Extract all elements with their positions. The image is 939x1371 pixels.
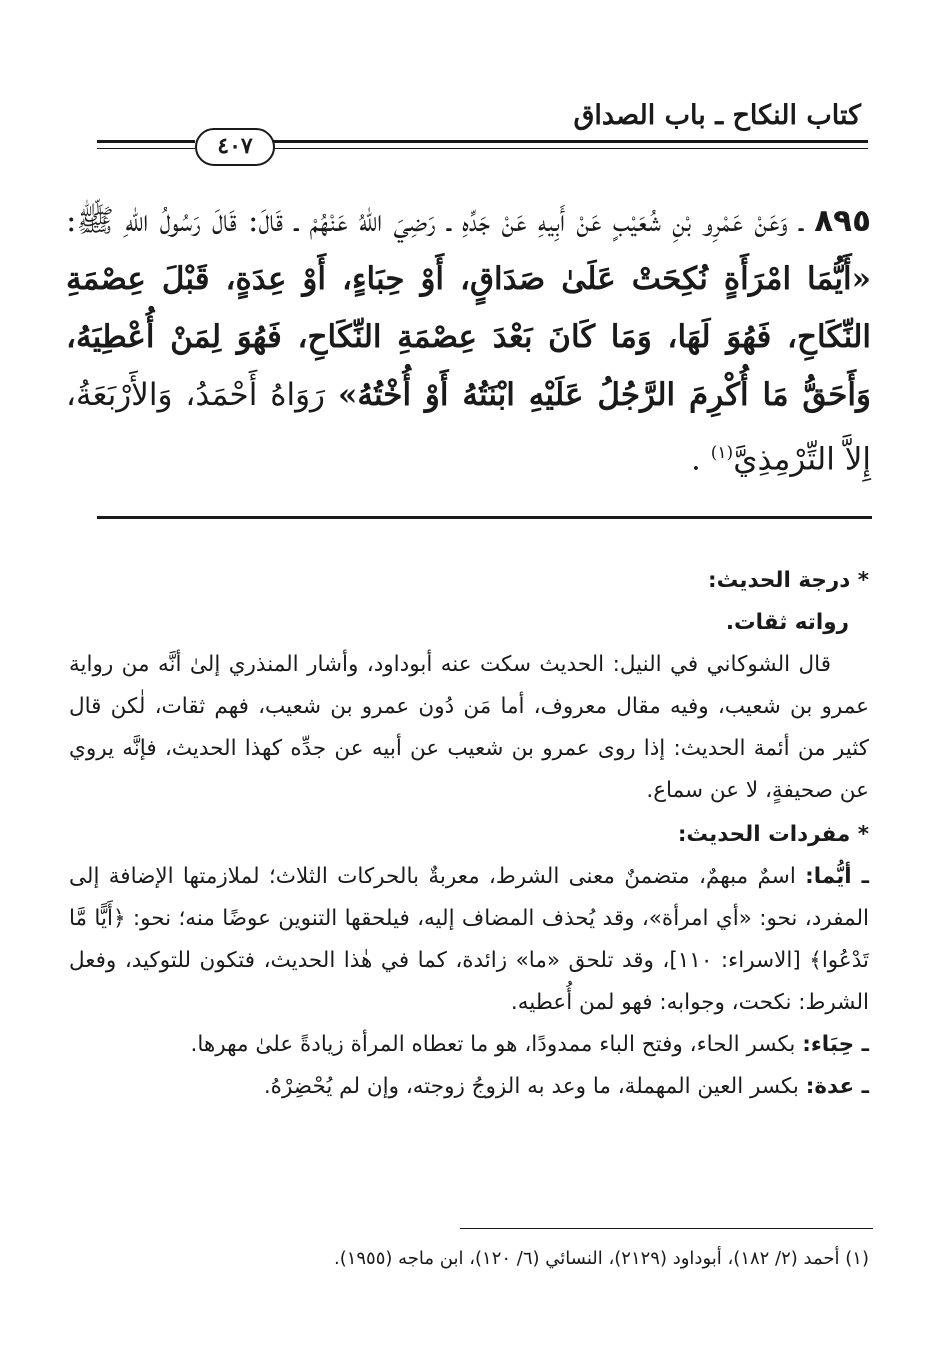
vocabulary-item	[69, 1066, 869, 1108]
vocabulary-definition: اسمٌ مبهمٌ، متضمنٌ معنى الشرط، معربةٌ بالحركات الثلاث؛ لملازمتها الإضافة إلى المفرد، نحو: «أي امرأة»، وقد يُحذف المضاف إليه، فيلحقها التنوين عوضًا منه؛ نحو: ﴿أَيًّا مَّا تَدْعُوا﴾ [الاسراء: ١١٠]، وقد تلحق «ما» زائدة، كما في هٰذا الحديث، فتكون للتوكيد، وفعل الشرط: نكحت، وجوابه: فهو لمن أُعطيه.	[69, 864, 870, 1015]
page-number-badge: ٤٠٧	[195, 128, 275, 166]
hadith-takhrij: رَوَاهُ أَحْمَدُ، وَالأَرْبَعَةُ، إِلاَّ التِّرْمِذِيَّ	[66, 377, 871, 478]
footnote-text: أحمد (٢/ ١٨٢)، أبوداود (٢١٢٩)، النسائي (٦/ ١٢٠)، ابن ماجه (١٩٥٥).	[333, 1248, 840, 1269]
vocabulary-definition: بكسر الحاء، وفتح الباء ممدودًا، هو ما تعطاه المرأة زيادةً علىٰ مهرها.	[190, 1032, 796, 1057]
footnote-rule	[460, 1228, 873, 1229]
header-rule-left-thin	[97, 148, 195, 149]
vocabulary-item	[69, 1024, 869, 1066]
vocabulary-term: ـ حِبَاء:	[802, 1032, 869, 1057]
grade-paragraph: قال الشوكاني في النيل: الحديث سكت عنه أبوداود، وأشار المنذري إلىٰ أنَّه من رواية عمرو بن شعيب، وفيه مقال معروف، أما مَن دُون عمرو بن شعيب، فهم ثقات، لٰكن قال كثير من أئمة الحديث: إذا روى عمرو بن شعيب عن أبيه عن جدِّه كهذا الحديث، فإنَّه يروي عن صحيفةٍ، لا عن سماع.	[69, 652, 869, 803]
hadith-end-mark: .	[691, 441, 701, 478]
vocabulary-definition: بكسر العين المهملة، ما وعد به الزوجُ زوجته، وإن لم يُحْضِرْهُ.	[263, 1074, 799, 1099]
header-rule-right-thin	[271, 148, 868, 149]
hadith-matn: «أَيُّمَا امْرَأَةٍ نُكِحَتْ عَلَىٰ صَدَاقٍ، أَوْ حِبَاءٍ، أَوْ عِدَةٍ، قَبْلَ عِصْمَةِ النِّكَاحِ، فَهُوَ لَهَا، وَمَا كَانَ بَعْدَ عِصْمَةِ النِّكَاحِ، فَهُوَ لِمَنْ أُعْطِيَهُ، وَأَحَقُّ مَا أُكْرِمَ الرَّجُلُ عَلَيْهِ ابْنَتُهُ أَوْ أُخْتُهُ»	[66, 261, 872, 413]
hadith-text	[66, 192, 871, 488]
vocabulary-item	[69, 856, 869, 1024]
grade-heading: * درجة الحديث:	[708, 568, 869, 593]
hadith-isnad: ـ وَعَنْ عَمْرِو بْنِ شُعَيْبٍ عَنْ أَبِيهِ عَنْ جَدِّهِ ـ رَضِيَ اللهُ عَنْهُمْ ـ قَالَ: قَالَ رَسُولُ اللهِ ﷺ:	[66, 203, 803, 239]
commentary	[69, 560, 869, 1108]
header-rule-left-thick	[97, 140, 195, 143]
vocabulary-term: ـ أيُّما:	[805, 864, 869, 889]
vocabulary-term: ـ عدة:	[805, 1074, 869, 1099]
header-rule-right-thick	[271, 140, 868, 143]
footnote-marker: (١)	[845, 1248, 869, 1269]
running-header-title: كتاب النكاح ـ باب الصداق	[573, 100, 861, 131]
grade-summary: رواته ثقات.	[725, 610, 849, 635]
vocabulary-heading: * مفردات الحديث:	[677, 822, 869, 847]
footnote-reference: (١)	[710, 443, 734, 463]
hadith-number: ٨٩٥	[814, 203, 871, 239]
section-separator	[97, 516, 872, 519]
footnote	[69, 1244, 869, 1274]
